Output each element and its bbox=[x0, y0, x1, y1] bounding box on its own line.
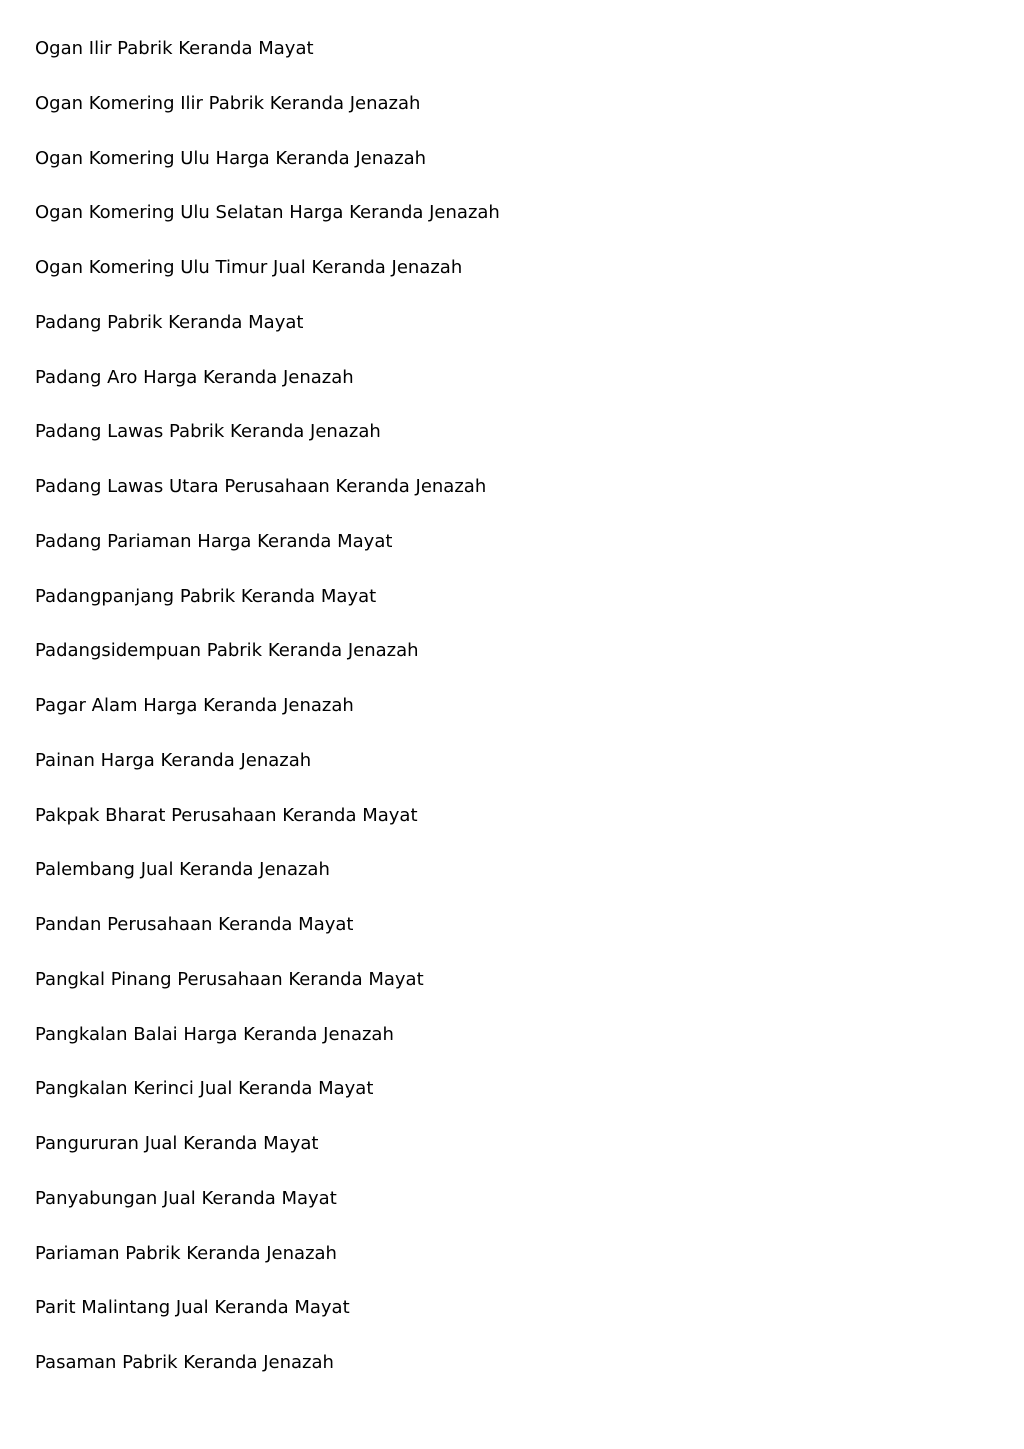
list-item: Pandan Perusahaan Keranda Mayat bbox=[35, 914, 354, 935]
list-item: Pangururan Jual Keranda Mayat bbox=[35, 1133, 319, 1154]
list-item: Padangpanjang Pabrik Keranda Mayat bbox=[35, 585, 377, 607]
list-item: Pangkal Pinang Perusahaan Keranda Mayat bbox=[35, 968, 424, 990]
list-item: Palembang Jual Keranda Jenazah bbox=[35, 859, 330, 881]
list-item: Painan Harga Keranda Jenazah bbox=[35, 749, 312, 771]
list-item: Pariaman Pabrik Keranda Jenazah bbox=[35, 1242, 337, 1264]
entry-list bbox=[35, 37, 500, 1406]
list-item: Pagar Alam Harga Keranda Jenazah bbox=[35, 695, 354, 716]
list-item: Pangkalan Kerinci Jual Keranda Mayat bbox=[35, 1078, 374, 1100]
list-item: Pakpak Bharat Perusahaan Keranda Mayat bbox=[35, 804, 418, 826]
list-item: Padang Lawas Pabrik Keranda Jenazah bbox=[35, 421, 381, 443]
list-item: Parit Malintang Jual Keranda Mayat bbox=[35, 1297, 350, 1319]
list-item: Pangkalan Balai Harga Keranda Jenazah bbox=[35, 1023, 394, 1045]
list-item: Padang Aro Harga Keranda Jenazah bbox=[35, 366, 354, 388]
list-item: Padang Lawas Utara Perusahaan Keranda Jenazah bbox=[35, 476, 487, 497]
list-item: Ogan Komering Ulu Harga Keranda Jenazah bbox=[35, 147, 427, 169]
list-item: Panyabungan Jual Keranda Mayat bbox=[35, 1187, 337, 1209]
list-item: Ogan Komering Ilir Pabrik Keranda Jenazah bbox=[35, 92, 421, 114]
list-item: Ogan Komering Ulu Timur Jual Keranda Jenazah bbox=[35, 257, 463, 278]
list-item: Padang Pabrik Keranda Mayat bbox=[35, 311, 304, 333]
list-item: Ogan Ilir Pabrik Keranda Mayat bbox=[35, 38, 314, 59]
list-item: Pasaman Pabrik Keranda Jenazah bbox=[35, 1352, 334, 1373]
list-item: Padangsidempuan Pabrik Keranda Jenazah bbox=[35, 640, 419, 662]
list-item: Padang Pariaman Harga Keranda Mayat bbox=[35, 530, 393, 552]
list-item: Ogan Komering Ulu Selatan Harga Keranda Jenazah bbox=[35, 202, 500, 224]
